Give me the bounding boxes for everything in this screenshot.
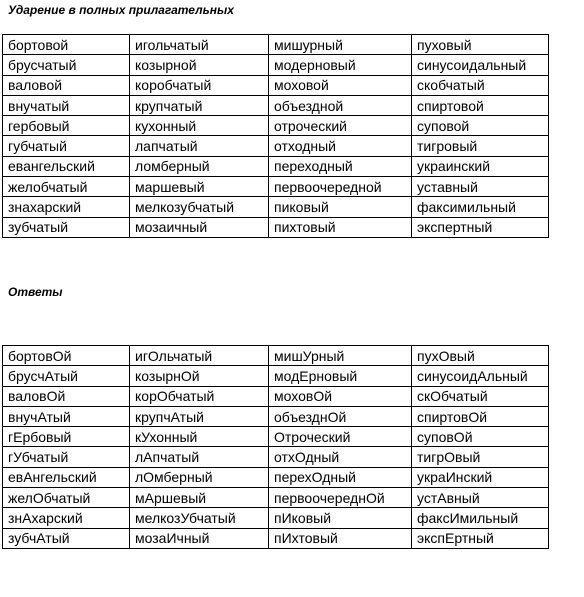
table-cell: перехОдный: [269, 467, 412, 487]
answer-row: [3, 528, 549, 548]
table-cell: желОбчатый: [3, 488, 130, 508]
task-row: [3, 197, 549, 217]
table-cell: козырной: [130, 55, 269, 75]
table-cell: тигровый: [412, 136, 549, 156]
table-cell: экспертный: [412, 217, 549, 237]
table-cell: экспЕртный: [412, 528, 549, 548]
table-cell: отходный: [269, 136, 412, 156]
table-cell: зубчАтый: [3, 528, 130, 548]
table-cell: коробчатый: [130, 75, 269, 95]
task-row: [3, 55, 549, 75]
table-cell: факсимильный: [412, 197, 549, 217]
table-cell: модерновый: [269, 55, 412, 75]
table-cell: уставный: [412, 177, 549, 197]
table-cell: моховой: [269, 75, 412, 95]
table-cell: отроческий: [269, 116, 412, 136]
table-cell: мелкозубчатый: [130, 197, 269, 217]
task-row: [3, 136, 549, 156]
table-cell: валовОй: [3, 386, 130, 406]
table-cell: пихтовый: [269, 217, 412, 237]
table-cell: мАршевый: [130, 488, 269, 508]
table-cell: крупчАтый: [130, 406, 269, 426]
table-cell: объездной: [269, 95, 412, 115]
table-cell: объезднОй: [269, 406, 412, 426]
task-row: [3, 177, 549, 197]
table-cell: первоочереднОй: [269, 488, 412, 508]
table-cell: мозаичный: [130, 217, 269, 237]
table-cell: губчатый: [3, 136, 130, 156]
table-cell: моховОй: [269, 386, 412, 406]
table-cell: брусчАтый: [3, 366, 130, 386]
table-cell: мозаИчный: [130, 528, 269, 548]
table-cell: пИковый: [269, 508, 412, 528]
table-cell: кУхонный: [130, 427, 269, 447]
table-cell: факсИмильный: [412, 508, 549, 528]
task-row: [3, 95, 549, 115]
table-cell: первоочередной: [269, 177, 412, 197]
table-cell: бортовой: [3, 35, 130, 55]
answer-row: [3, 366, 549, 386]
answer-row: [3, 386, 549, 406]
task-row: [3, 156, 549, 176]
answer-row: [3, 488, 549, 508]
task-row: [3, 217, 549, 237]
answers-heading: Ответы: [8, 285, 63, 299]
table-cell: лАпчатый: [130, 447, 269, 467]
table-cell: крупчатый: [130, 95, 269, 115]
table-cell: лОмберный: [130, 467, 269, 487]
table-cell: синусоидАльный: [412, 366, 549, 386]
table-cell: украинский: [412, 156, 549, 176]
table-cell: модЕрновый: [269, 366, 412, 386]
table-cell: украИнский: [412, 467, 549, 487]
answer-row: [3, 467, 549, 487]
table-cell: козырнОй: [130, 366, 269, 386]
table-cell: мишурный: [269, 35, 412, 55]
table-cell: брусчатый: [3, 55, 130, 75]
table-cell: евАнгельский: [3, 467, 130, 487]
table-cell: евангельский: [3, 156, 130, 176]
answer-row: [3, 508, 549, 528]
table-cell: игольчатый: [130, 35, 269, 55]
table-cell: желобчатый: [3, 177, 130, 197]
table-cell: знАхарский: [3, 508, 130, 528]
table-cell: суповой: [412, 116, 549, 136]
table-cell: пиковый: [269, 197, 412, 217]
table-cell: устАвный: [412, 488, 549, 508]
table-cell: знахарский: [3, 197, 130, 217]
table-cell: скОбчатый: [412, 386, 549, 406]
table-cell: пуховый: [412, 35, 549, 55]
table-cell: спиртовОй: [412, 406, 549, 426]
answer-row: [3, 447, 549, 467]
table-cell: тигрОвый: [412, 447, 549, 467]
table-cell: валовой: [3, 75, 130, 95]
table-cell: синусоидальный: [412, 55, 549, 75]
table-cell: пухОвый: [412, 346, 549, 366]
table-cell: внучатый: [3, 95, 130, 115]
table-cell: спиртовой: [412, 95, 549, 115]
task-table: [2, 34, 549, 238]
table-cell: гербовый: [3, 116, 130, 136]
table-cell: зубчатый: [3, 217, 130, 237]
table-cell: отхОдный: [269, 447, 412, 467]
task-row: [3, 116, 549, 136]
table-cell: лапчатый: [130, 136, 269, 156]
task-heading: Ударение в полных прилагательных: [8, 3, 234, 17]
task-row: [3, 35, 549, 55]
table-cell: маршевый: [130, 177, 269, 197]
answer-row: [3, 427, 549, 447]
table-cell: кухонный: [130, 116, 269, 136]
task-row: [3, 75, 549, 95]
answer-row: [3, 406, 549, 426]
table-cell: пИхтовый: [269, 528, 412, 548]
answer-row: [3, 346, 549, 366]
table-cell: гЕрбовый: [3, 427, 130, 447]
answers-table: [2, 345, 549, 549]
table-cell: скобчатый: [412, 75, 549, 95]
table-cell: игОльчатый: [130, 346, 269, 366]
table-cell: бортовОй: [3, 346, 130, 366]
table-cell: Отроческий: [269, 427, 412, 447]
table-cell: суповОй: [412, 427, 549, 447]
table-cell: мишУрный: [269, 346, 412, 366]
table-cell: переходный: [269, 156, 412, 176]
table-cell: ломберный: [130, 156, 269, 176]
table-cell: корОбчатый: [130, 386, 269, 406]
table-cell: внучАтый: [3, 406, 130, 426]
table-cell: гУбчатый: [3, 447, 130, 467]
table-cell: мелкозУбчатый: [130, 508, 269, 528]
